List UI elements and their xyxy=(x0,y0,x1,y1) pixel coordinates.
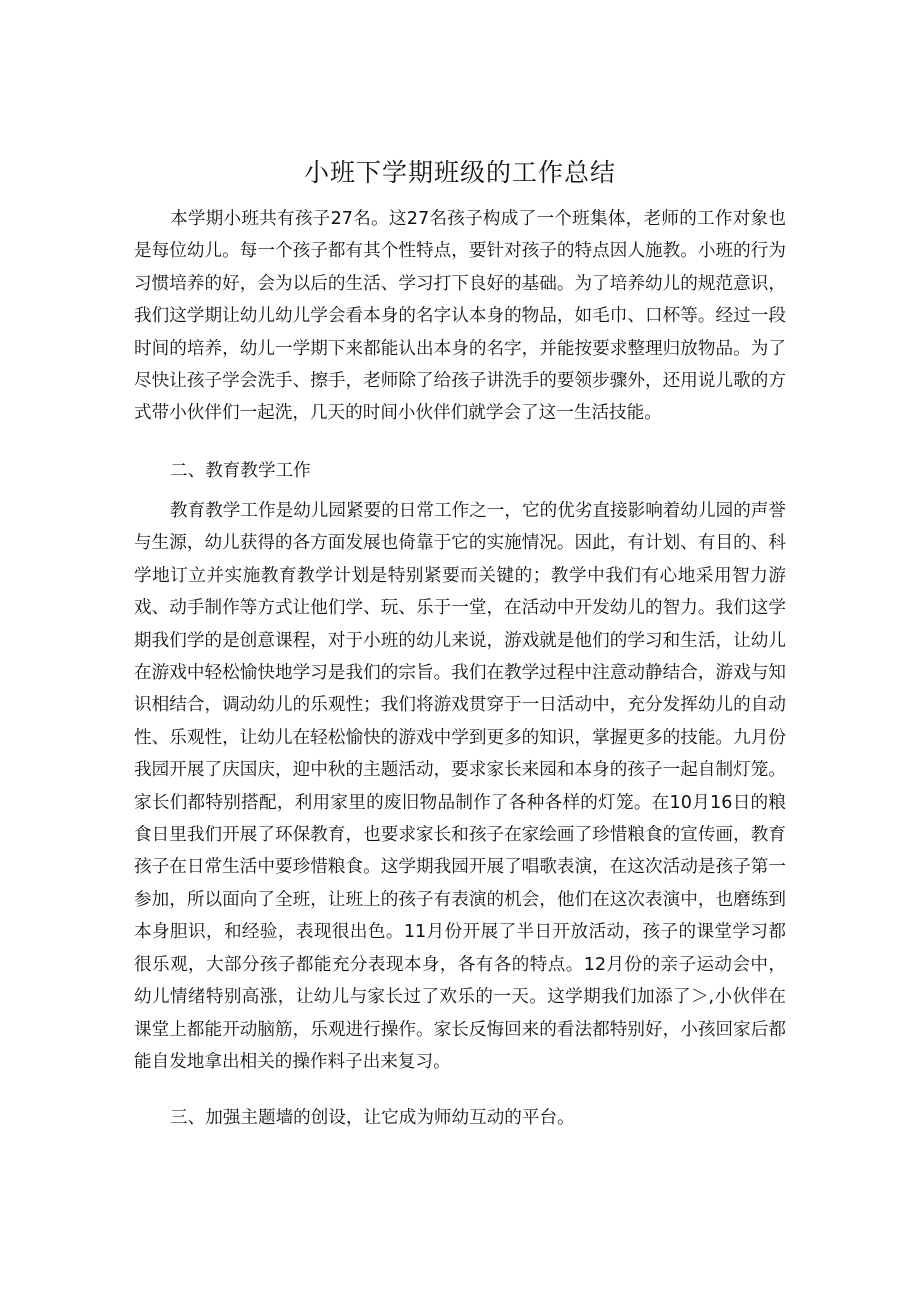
document-title: 小班下学期班级的工作总结 xyxy=(303,158,616,187)
section-heading-theme-wall: 三、加强主题墙的创设，让它成为师幼互动的平台。 xyxy=(170,1108,575,1128)
paragraph-class-overview: 本学期小班共有孩子27名。这27名孩子构成了一个班集体，老师的工作对象也是每位幼儿。每一个孩子都有其个性特点，要针对孩子的特点因人施教。小班的行为习惯培养的好，会为以后的生活、学习打下良好的基础。为了培养幼儿的规范意识，我们这学期让幼儿幼儿学会看本身的名字认本身的物品，如毛巾、口杯等。经过一段时间的培养，幼儿一学期下来都能认出本身的名字，并能按要求整理归放物品。为了尽快让孩子学会洗手、擦手，老师除了给孩子讲洗手的要领步骤外，还用说儿歌的方式带小伙伴们一起洗，几天的时间小伙伴们就学会了这一生活技能。 xyxy=(134,209,786,424)
section-heading-teaching: 二、教育教学工作 xyxy=(170,461,311,481)
paragraph-teaching-work: 教育教学工作是幼儿园紧要的日常工作之一，它的优劣直接影响着幼儿园的声誉与生源，幼儿获得的各方面发展也倚靠于它的实施情况。因此，有计划、有目的、科学地订立并实施教育教学计划是特别紧要而关键的；教学中我们有心地采用智力游戏、动手制作等方式让他们学、玩、乐于一堂，在活动中开发幼儿的智力。我们这学期我们学的是创意课程，对于小班的幼儿来说，游戏就是他们的学习和生活，让幼儿在游戏中轻松愉快地学习是我们的宗旨。我们在教学过程中注意动静结合，游戏与知识相结合，调动幼儿的乐观性；我们将游戏贯穿于一日活动中，充分发挥幼儿的自动性、乐观性，让幼儿在轻松愉快的游戏中学到更多的知识，掌握更多的技能。九月份我园开展了庆国庆，迎中秋的主题活动，要求家长来园和本身的孩子一起自制灯笼。家长们都特别搭配，利用家里的废旧物品制作了各种各样的灯笼。在10月16日的粮食日里我们开展了环保教育，也要求家长和孩子在家绘画了珍惜粮食的宣传画，教育孩子在日常生活中要珍惜粮食。这学期我园开展了唱歌表演，在这次活动是孩子第一参加，所以面向了全班，让班上的孩子有表演的机会，他们在这次表演中，也磨练到本身胆识，和经验，表现很出色。11月份开展了半日开放活动，孩子的课堂学习都很乐观，大部分孩子都能充分表现本身，各有各的特点。12月份的亲子运动会中，幼儿情绪特别高涨，让幼儿与家长过了欢乐的一天。这学期我们加添了＞,小伙伴在课堂上都能开动脑筋，乐观进行操作。家长反悔回来的看法都特别好，小孩回家后都能自发地拿出相关的操作料子出来复习。 xyxy=(134,501,786,1072)
